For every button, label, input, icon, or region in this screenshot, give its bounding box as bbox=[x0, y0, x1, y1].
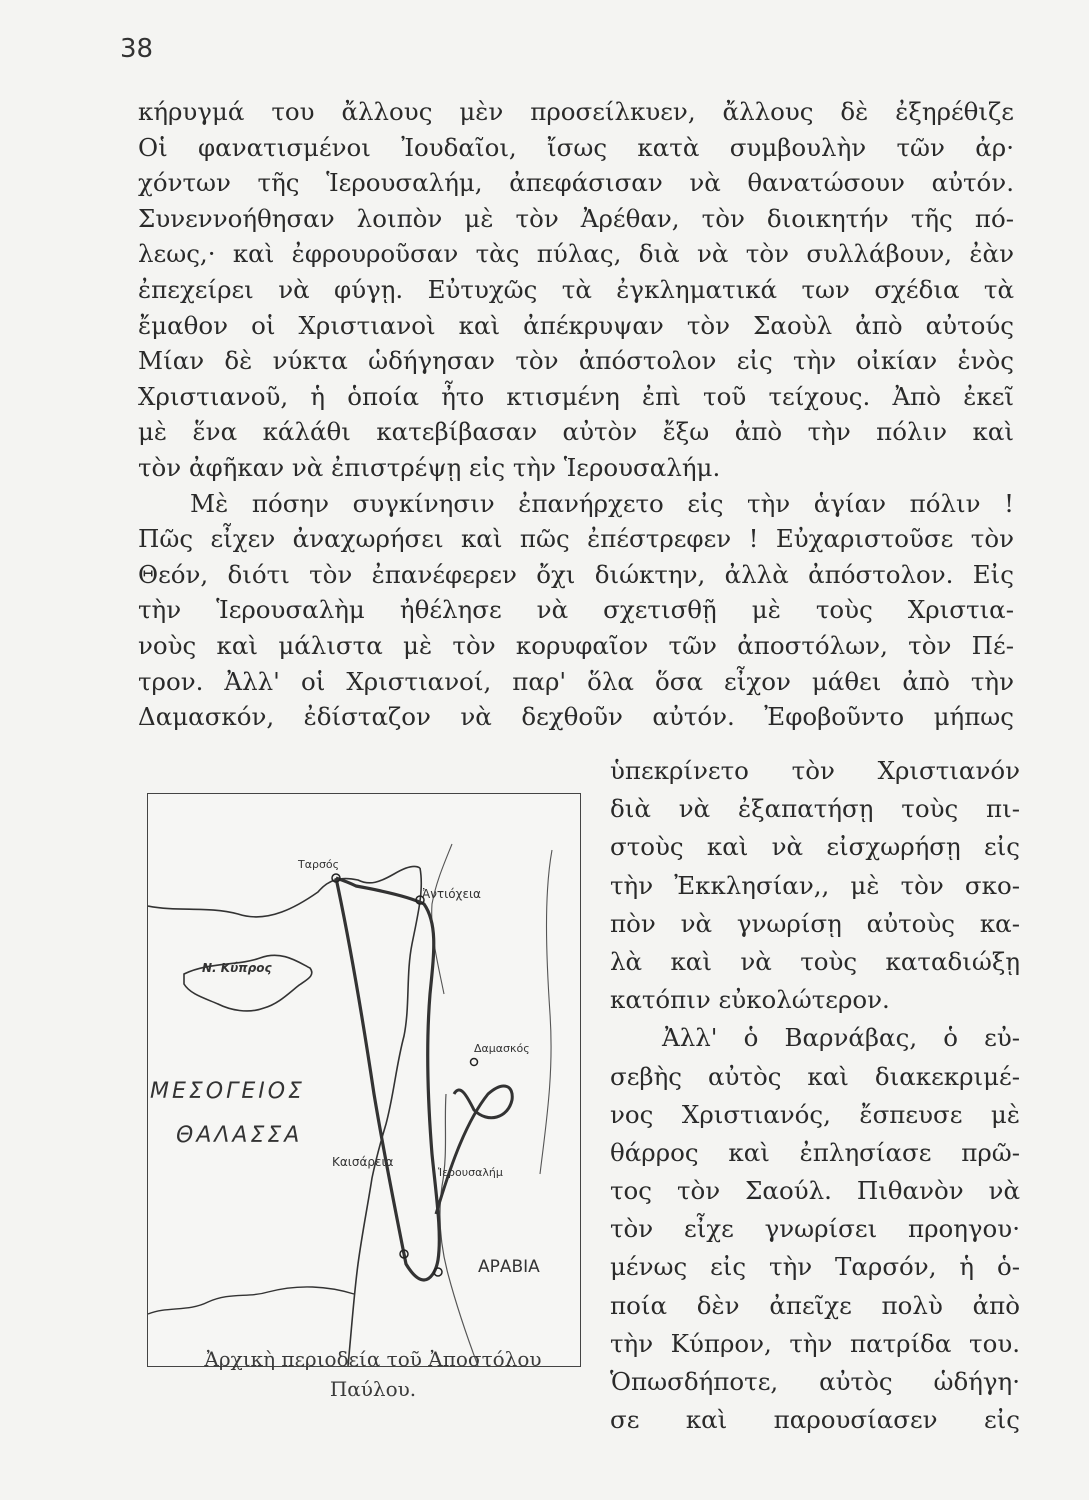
right-column-text bbox=[610, 752, 1020, 1439]
river-jordan bbox=[440, 1094, 478, 1366]
text-line: τὴν Ἱερουσαλὴμ ἠθέλησε νὰ σχετισθῇ μὲ τοὺς Χριστια- bbox=[138, 595, 1014, 625]
text-line: μένως εἰς τὴν Ταρσόν, ἡ ὁ- bbox=[610, 1252, 1020, 1282]
text-line: ἐπεχείρει νὰ φύγῃ. Εὐτυχῶς τὰ ἐγκληματικά των σχέδια τὰ bbox=[138, 274, 1014, 304]
text-line: χόντων τῆς Ἱερουσαλήμ, ἀπεφάσισαν νὰ θανατώσουν αὐτόν. bbox=[138, 168, 1014, 198]
label-caesarea: Καισάρεια bbox=[332, 1155, 394, 1169]
text-line: μὲ ἕνα κάλάθι κατεβίβασαν αὐτὸν ἔξω ἀπὸ τὴν πόλιν καὶ bbox=[138, 417, 1014, 447]
text-line: στοὺς καὶ νὰ εἰσχωρήσῃ εἰς bbox=[610, 832, 1020, 862]
map-caption bbox=[148, 1344, 598, 1404]
text-line: πὸν νὰ γνωρίσῃ αὐτοὺς κα- bbox=[610, 908, 1020, 938]
text-line: Μὲ πόσην συγκίνησιν ἐπανήρχετο εἰς τὴν ἁγίαν πόλιν ! bbox=[190, 488, 1014, 518]
map-caption-line: Ἀρχικὴ περιοδεία τοῦ Ἀποστόλου bbox=[204, 1347, 542, 1371]
damascus-marker bbox=[471, 1059, 478, 1066]
text-line: τὸν ἀφῆκαν νὰ ἐπιστρέψῃ εἰς τὴν Ἱερουσαλήμ. bbox=[138, 452, 721, 482]
text-line: Μίαν δὲ νύκτα ὡδήγησαν τὸν ἀπόστολον εἰς τὴν οἰκίαν ἑνὸς bbox=[138, 346, 1014, 376]
text-line: Πῶς εἶχεν ἀναχωρήσει καὶ πῶς ἐπέστρεφεν ! Εὐχαριστοῦσε τὸν bbox=[138, 524, 1014, 554]
label-tarsus: Ταρσός bbox=[298, 858, 340, 871]
label-damascus: Δαμασκός bbox=[474, 1042, 530, 1055]
river-north bbox=[432, 844, 452, 994]
main-text-block bbox=[138, 94, 1014, 735]
journey-map bbox=[147, 793, 581, 1367]
text-line: τὸν εἶχε γνωρίσει προηγου· bbox=[610, 1214, 1020, 1244]
text-line: διὰ νὰ ἐξαπατήσῃ τοὺς πι- bbox=[610, 794, 1020, 824]
route-damascus-loop bbox=[436, 1086, 512, 1214]
text-line: θάρρος καὶ ἐπλησίασε πρῶ- bbox=[610, 1137, 1020, 1167]
text-line: Θεόν, διότι τὸν ἐπανέφερεν ὄχι διώκτην, ἀλλὰ ἀπόστολον. Εἰς bbox=[138, 559, 1014, 589]
map-caption-line: Παύλου. bbox=[329, 1377, 417, 1401]
text-line: Δαμασκόν, ἐδίσταζον νὰ δεχθοῦν αὐτόν. Ἐφοβοῦντο μήπως bbox=[138, 702, 1014, 732]
text-line: Ὁπωσδήποτε, αὐτὸς ὡδήγη· bbox=[610, 1367, 1020, 1396]
text-line: νος Χριστιανός, ἔσπευσε μὲ bbox=[610, 1099, 1020, 1129]
text-line: λεως,· καὶ ἐφρουροῦσαν τὰς πύλας, διὰ νὰ τὸν συλλάβουν, ἐὰν bbox=[138, 239, 1014, 269]
text-line: νοὺς καὶ μάλιστα μὲ τὸν κορυφαῖον τῶν ἀποστόλων, τὸν Πέ- bbox=[138, 630, 1014, 660]
text-line: τὴν Ἐκκλησίαν,, μὲ τὸν σκο- bbox=[610, 870, 1020, 900]
map-drawing bbox=[148, 794, 580, 1366]
text-line: κήρυγμά του ἄλλους μὲν προσείλκυεν, ἄλλους δὲ ἐξηρέθιζε bbox=[138, 97, 1014, 126]
label-cyprus: Ν. Κύπρος bbox=[202, 961, 272, 975]
text-line: Οἱ φανατισμένοι Ἰουδαῖοι, ἴσως κατὰ συμβουλὴν τῶν ἀρ· bbox=[138, 132, 1014, 162]
river-east bbox=[540, 850, 552, 1174]
text-line: Χριστιανοῦ, ἡ ὁποία ἦτο κτισμένη ἐπὶ τοῦ τείχους. Ἀπὸ ἐκεῖ bbox=[138, 381, 1014, 411]
text-line: κατόπιν εὐκολώτερον. bbox=[610, 985, 890, 1015]
label-jerusalem: Ἱερουσαλήμ bbox=[438, 1166, 503, 1179]
text-line: Συνεννοήθησαν λοιπὸν μὲ τὸν Ἀρέθαν, τὸν διοικητήν τῆς πό- bbox=[138, 203, 1014, 233]
text-line: ὑπεκρίνετο τὸν Χριστιανόν bbox=[610, 756, 1020, 785]
label-sea-line1: ΜΕΣΟΓΕΙΟΣ bbox=[150, 1079, 305, 1104]
text-line: Ἀλλ' ὁ Βαρνάβας, ὁ εὐ- bbox=[662, 1023, 1020, 1053]
label-arabia: ΑΡΑΒΙΑ bbox=[478, 1257, 540, 1277]
text-line: ἔμαθον οἱ Χριστιανοὶ καὶ ἀπέκρυψαν τὸν Σαοὺλ ἀπὸ αὐτούς bbox=[138, 310, 1014, 340]
coastline-east bbox=[348, 868, 421, 1366]
text-line: τος τὸν Σαούλ. Πιθανὸν νὰ bbox=[610, 1176, 1020, 1206]
text-line: σεβὴς αὐτὸς καὶ διακεκριμέ- bbox=[610, 1061, 1020, 1091]
label-antioch: Ἀντιόχεια bbox=[422, 887, 481, 901]
text-line: σε καὶ παρουσίασεν εἰς bbox=[610, 1405, 1020, 1435]
text-line: λὰ καὶ νὰ τοὺς καταδιώξῃ bbox=[610, 946, 1020, 976]
text-line: τρον. Ἀλλ' οἱ Χριστιανοί, παρ' ὅλα ὅσα εἶχον μάθει ἀπὸ τὴν bbox=[138, 666, 1014, 696]
text-line: τὴν Κύπρον, τὴν πατρίδα του. bbox=[610, 1328, 1020, 1358]
coastline-southwest bbox=[148, 1287, 354, 1314]
text-line: ποία δὲν ἀπεῖχε πολὺ ἀπὸ bbox=[610, 1290, 1020, 1320]
label-sea-line2: ΘΑΛΑΣΣΑ bbox=[176, 1123, 303, 1148]
journey-route bbox=[336, 878, 439, 1280]
page-number: 38 bbox=[120, 34, 154, 64]
